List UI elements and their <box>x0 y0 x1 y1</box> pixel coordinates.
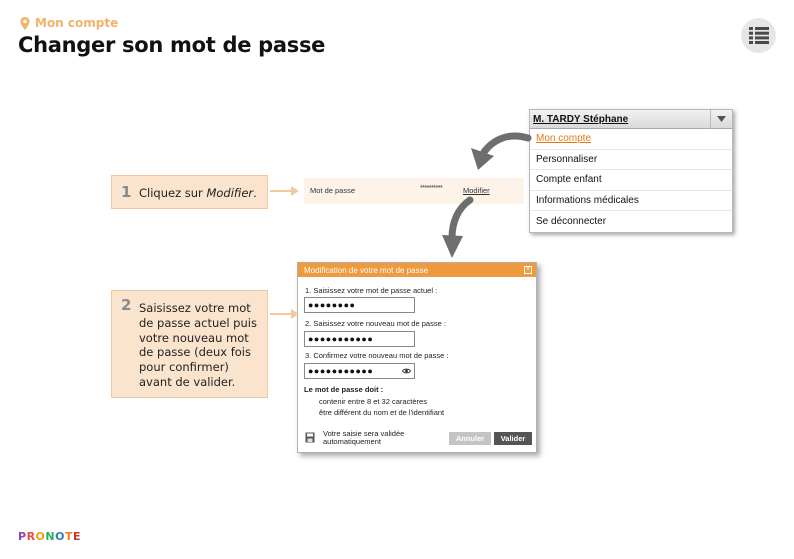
close-icon[interactable]: × <box>525 266 531 273</box>
cancel-button[interactable]: Annuler <box>449 432 491 445</box>
step-text: Saisissez votre mot de passe actuel puis votre nouveau mot de passe (deux fois pour confirmer) avant de valider. <box>139 301 257 389</box>
chevron-down-icon <box>717 116 726 122</box>
location-pin-icon <box>20 17 30 30</box>
current-password-input[interactable]: ●●●●●●●● <box>304 297 415 313</box>
rule-item: contenir entre 8 et 32 caractères <box>319 397 427 406</box>
menu-item-compte-enfant[interactable]: Compte enfant <box>530 170 732 191</box>
dialog-title-bar <box>298 263 536 277</box>
logo-letter: E <box>73 530 82 543</box>
logo-letter: N <box>45 530 56 543</box>
password-label: Mot de passe <box>310 186 356 195</box>
change-password-dialog <box>297 262 537 453</box>
new-password-label: 2. Saisissez votre nouveau mot de passe : <box>305 319 446 328</box>
breadcrumb-label[interactable]: Mon compte <box>35 16 119 30</box>
logo-letter: T <box>64 530 73 543</box>
password-masked-value: ********** <box>420 185 443 192</box>
curved-arrow-icon <box>471 136 528 170</box>
logo-letter: R <box>26 530 36 543</box>
arrow-icon <box>270 186 299 196</box>
breadcrumb <box>20 16 118 30</box>
confirm-password-input[interactable] <box>304 363 415 379</box>
step-number: 2 <box>121 296 132 314</box>
step-2-box <box>111 290 268 398</box>
dialog-title: Modification de votre mot de passe <box>304 265 429 275</box>
arrow-icon <box>270 309 299 319</box>
confirm-password-label: 3. Confirmez votre nouveau mot de passe : <box>305 351 449 360</box>
validate-button[interactable]: Valider <box>494 432 532 445</box>
user-name[interactable]: M. TARDY Stéphane <box>533 113 629 125</box>
confirm-password-value: ●●●●●●●●●●● <box>308 366 374 376</box>
current-password-label: 1. Saisissez votre mot de passe actuel : <box>305 286 438 295</box>
modify-link[interactable]: Modifier <box>463 186 490 195</box>
curved-arrow-icon <box>442 200 470 258</box>
new-password-input[interactable]: ●●●●●●●●●●● <box>304 331 415 347</box>
step-number: 1 <box>121 183 132 201</box>
eye-icon[interactable] <box>402 367 411 375</box>
step-1-box <box>111 175 268 209</box>
step-text: Cliquez sur Modifier. <box>139 186 257 200</box>
user-menu-header[interactable] <box>530 110 732 129</box>
page-title: Changer son mot de passe <box>18 33 326 57</box>
menu-item-mon-compte[interactable]: Mon compte <box>530 129 732 150</box>
menu-button[interactable] <box>741 18 776 53</box>
logo-letter: O <box>55 530 65 543</box>
logo-letter: P <box>18 530 27 543</box>
dropdown-toggle[interactable] <box>710 110 732 129</box>
save-icon <box>305 432 315 443</box>
pronote-logo <box>18 530 81 543</box>
logo-letter: O <box>35 530 46 543</box>
auto-save-note: Votre saisie sera validée automatiquement <box>323 429 405 446</box>
list-icon <box>749 27 769 44</box>
user-menu <box>529 109 733 233</box>
password-row <box>304 178 524 204</box>
menu-item-personnaliser[interactable]: Personnaliser <box>530 150 732 171</box>
rule-item: être différent du nom et de l'identifiant <box>319 408 445 417</box>
menu-item-se-deconnecter[interactable]: Se déconnecter <box>536 215 607 227</box>
menu-item-informations-medicales[interactable]: Informations médicales <box>530 191 732 212</box>
rules-title: Le mot de passe doit : <box>304 385 384 394</box>
